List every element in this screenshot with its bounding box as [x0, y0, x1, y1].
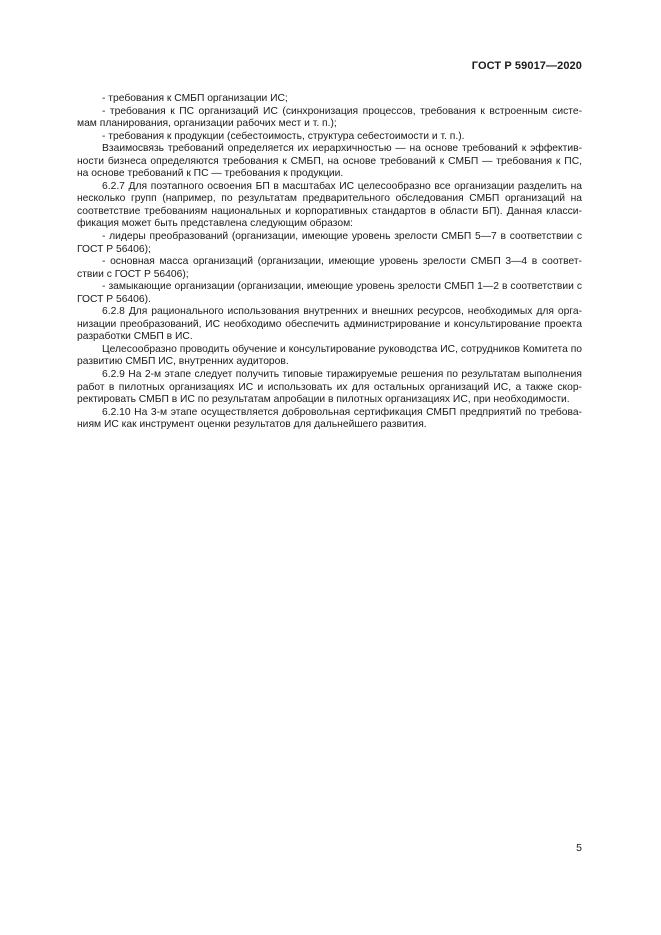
- paragraph-section-6-2-7: 6.2.7 Для поэтапного освоения БП в масштабах ИС целесообразно все организации разделить на несколько групп (например, по результатам предварительного обследования СМБП организаций на соответствие требованиям национальных и корпоративных стандартов в области БП). Данная класси-фикация может быть представлена следующим образом:: [77, 180, 582, 230]
- list-item-group: - замыкающие организации (организации, имеющие уровень зрелости СМБП 1—2 в соответствии с ГОСТ Р 56406).: [77, 281, 582, 305]
- paragraph-section-6-2-8: 6.2.8 Для рационального использования внутренних и внешних ресурсов, необходимых для орга-низации преобразований, ИС необходимо обеспечить администрирование и консультирование проекта разработки СМБП в ИС.: [77, 306, 582, 343]
- paragraph: Целесообразно проводить обучение и консультирование руководства ИС, сотрудников Комитета по развитию СМБП ИС, внутренних аудиторов.: [77, 343, 582, 368]
- document-header-standard-id: ГОСТ Р 59017—2020: [471, 60, 582, 72]
- document-body: [77, 93, 582, 432]
- list-item-group: - лидеры преобразований (организации, имеющие уровень зрелости СМБП 5—7 в соответствии с ГОСТ Р 56406);: [77, 231, 582, 255]
- page-number: 5: [576, 842, 582, 854]
- list-item-group: - основная масса организаций (организации, имеющие уровень зрелости СМБП 3—4 в соответ-ствии с ГОСТ Р 56406);: [77, 256, 582, 280]
- paragraph: Взаимосвязь требований определяется их иерархичностью — на основе требований к эффектив-ности бизнеса определяются требования к СМБП, на основе требований к СМБП — требования к ПС, на основе требований к ПС — требования к продукции.: [77, 143, 582, 180]
- paragraph-section-6-2-10: 6.2.10 На 3-м этапе осуществляется добровольная сертификация СМБП предприятий по требова-ниям ИС как инструмент оценки результатов для дальнейшего развития.: [77, 406, 582, 431]
- list-item-requirement: - требования к СМБП организации ИС;: [102, 93, 288, 104]
- paragraph-section-6-2-9: 6.2.9 На 2-м этапе следует получить типовые тиражируемые решения по результатам выполнения работ в пилотных организациях ИС и использовать их для остальных организаций ИС, а также скор-ректировать СМБП в ИС по результатам апробации в пилотных организациях ИС, при необходимости.: [77, 369, 582, 406]
- list-item-requirement: - требования к ПС организаций ИС (синхронизация процессов, требования к встроенным систе-мам планирования, организации рабочих мест и т. п.);: [77, 105, 582, 130]
- list-item-requirement: - требования к продукции (себестоимость, структура себестоимости и т. п.).: [102, 130, 465, 142]
